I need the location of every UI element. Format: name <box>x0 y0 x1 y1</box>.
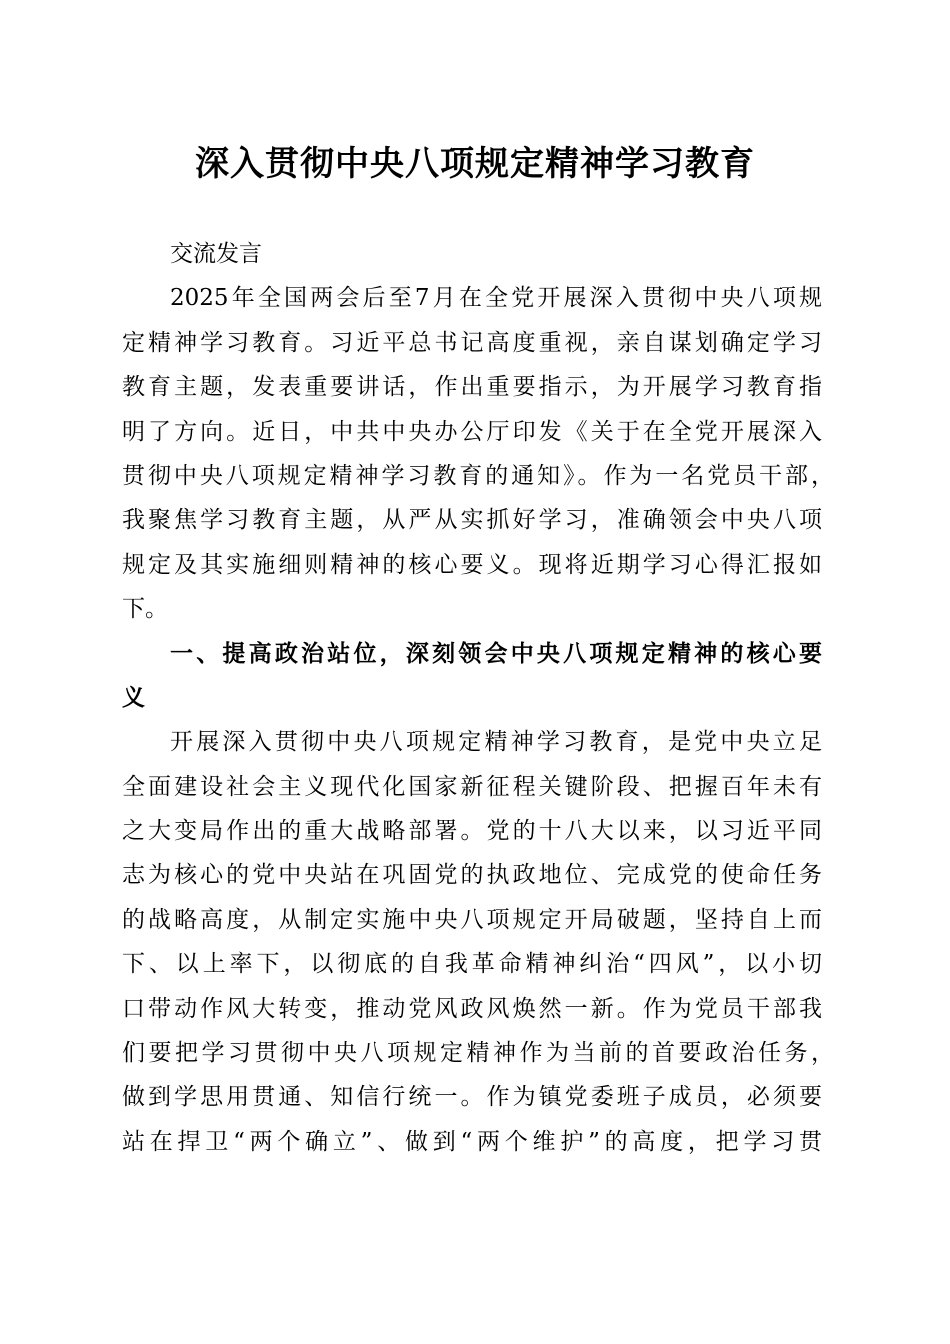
section-heading-1 <box>122 632 822 721</box>
paragraph-line: 下、以上率下，以彻底的自我革命精神纠治“四风”，以小切 <box>122 951 822 978</box>
paragraph-line: 的战略高度，从制定实施中央八项规定开局破题，坚持自上而 <box>122 906 822 933</box>
heading-line: 义 <box>122 683 145 711</box>
paragraph-line: 下。 <box>122 596 168 623</box>
paragraph-1 <box>122 276 834 631</box>
heading-line: 一、提高政治站位，深刻领会中央八项规定精神的核心要 <box>170 639 822 667</box>
paragraph-line: 明了方向。近日，中共中央办公厅印发《关于在全党开展深入 <box>122 418 822 445</box>
paragraph-line: 做到学思用贯通、知信行统一。作为镇党委班子成员，必须要 <box>122 1084 822 1111</box>
document-title: 深入贯彻中央八项规定精神学习教育 <box>195 144 755 184</box>
paragraph-line: 开展深入贯彻中央八项规定精神学习教育，是党中央立足 <box>170 729 822 756</box>
paragraph-line: 我聚焦学习教育主题，从严从实抓好学习，准确领会中央八项 <box>122 507 822 534</box>
paragraph-line: 之大变局作出的重大战略部署。党的十八大以来，以习近平同 <box>122 818 822 845</box>
paragraph-2 <box>122 720 834 1164</box>
paragraph-line: 全面建设社会主义现代化国家新征程关键阶段、把握百年未有 <box>122 773 822 800</box>
paragraph-line: 站在捍卫“两个确立”、做到“两个维护”的高度，把学习贯 <box>122 1128 822 1155</box>
paragraph-line: 教育主题，发表重要讲话，作出重要指示，为开展学习教育指 <box>122 374 822 401</box>
paragraph-line: 规定及其实施细则精神的核心要义。现将近期学习心得汇报如 <box>122 551 822 578</box>
paragraph-line: 口带动作风大转变，推动党风政风焕然一新。作为党员干部我 <box>122 995 822 1022</box>
paragraph-line: 定精神学习教育。习近平总书记高度重视，亲自谋划确定学习 <box>122 329 822 356</box>
paragraph-line: 2025年全国两会后至7月在全党开展深入贯彻中央八项规 <box>170 285 822 312</box>
paragraph-line: 志为核心的党中央站在巩固党的执政地位、完成党的使命任务 <box>122 862 822 889</box>
paragraph-line: 们要把学习贯彻中央八项规定精神作为当前的首要政治任务， <box>122 1040 834 1067</box>
subtitle: 交流发言 <box>170 241 262 267</box>
document-body <box>122 232 834 1164</box>
paragraph-line: 贯彻中央八项规定精神学习教育的通知》。作为一名党员干部， <box>122 462 834 489</box>
